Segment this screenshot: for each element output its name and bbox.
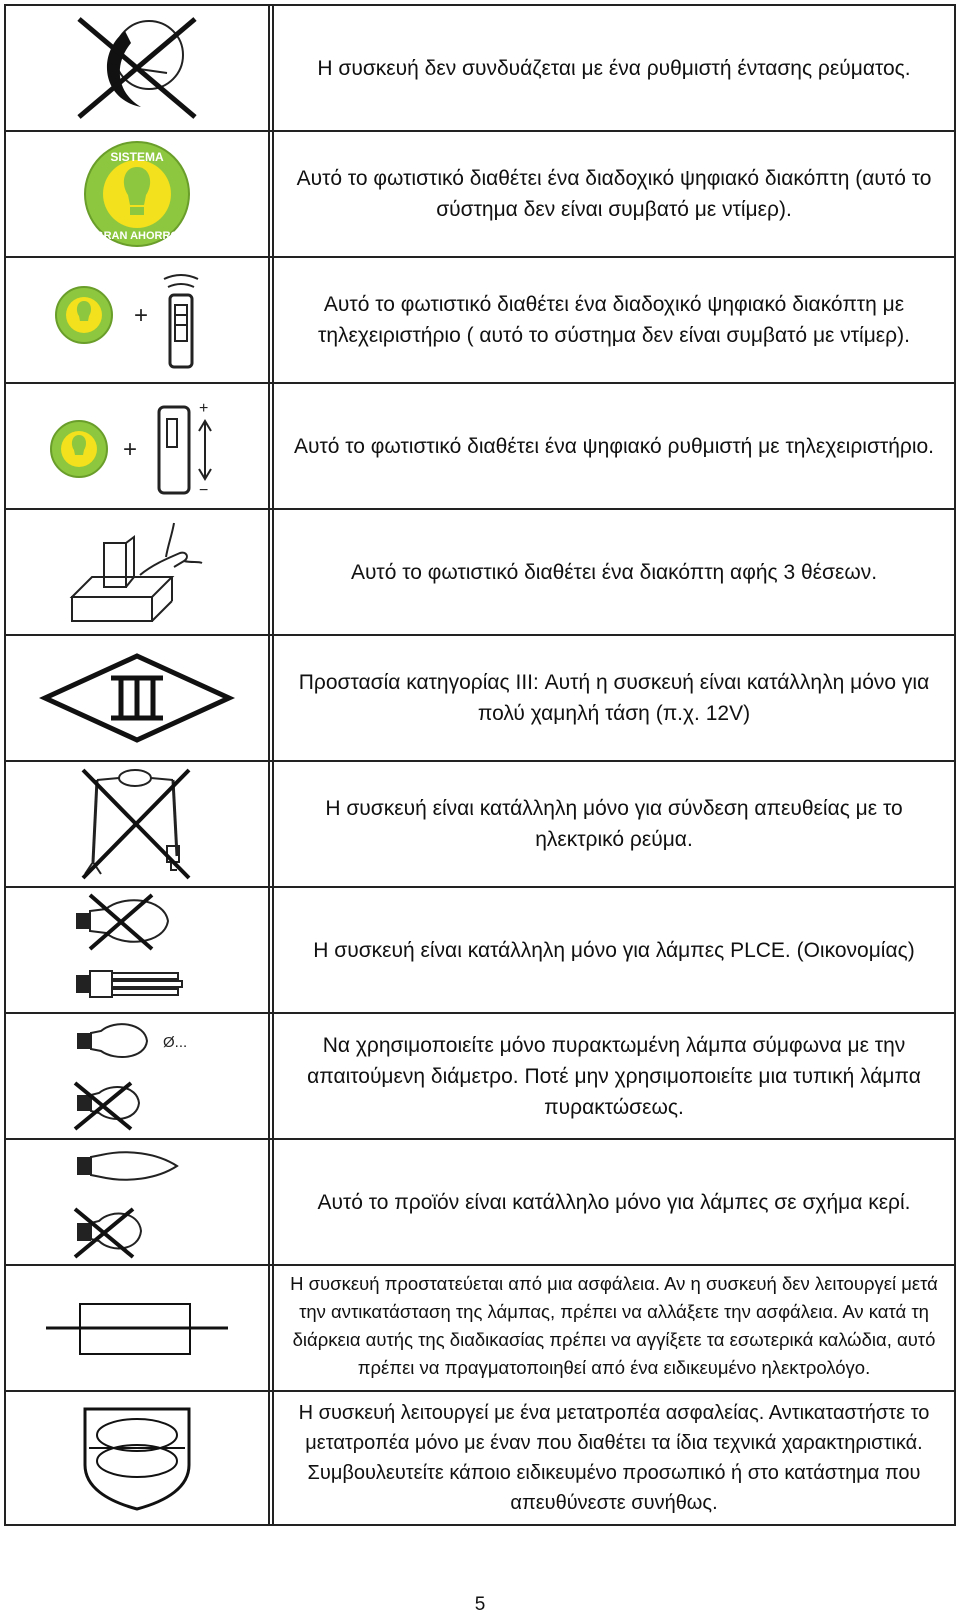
- table-row: [6, 1392, 954, 1524]
- candle-lamp-icon: [67, 1143, 207, 1261]
- heat-resistant-lamp-icon: [67, 1017, 207, 1135]
- sistema-plus-remote-icon: [52, 265, 222, 375]
- plus-sign: +: [123, 436, 138, 463]
- icon-cell: [6, 6, 274, 130]
- fuse-icon: [42, 1278, 232, 1378]
- row-text-content: Η συσκευή προστατεύεται από μια ασφάλεια. Αν η συσκευή δεν λειτουργεί μετά την αντικατάσταση της λάμπας, πρέπει να αλλάξετε την ασφάλεια. Αν κατά τη διάρκεια αυτής της διαδικασίας πρέπει να αγγίξετε τα εσωτερικά καλώδια, αυτό πρέπει να πραγματοποιηθεί από ένα ειδικευμένο ηλεκτρολόγο.: [290, 1273, 938, 1378]
- table-row: [6, 384, 954, 510]
- table-row: [6, 888, 954, 1014]
- row-text: Η συσκευή δεν συνδυάζεται με ένα ρυθμιστή έντασης ρεύματος.: [317, 56, 911, 80]
- page-number: 5: [474, 1594, 486, 1615]
- diameter-label: Ø...: [163, 1034, 188, 1051]
- no-plug-adapter-icon: [77, 766, 197, 882]
- minus-label: −: [199, 482, 209, 499]
- icon-cell: [6, 888, 274, 1012]
- icon-cell: [6, 258, 274, 382]
- row-text: Αυτό το φωτιστικό διαθέτει ένα διαδοχικό ψηφιακό διακόπτη με τηλεχειριστήριο ( αυτό το σύστημα δεν είναι συμβατό με ντίμερ).: [318, 293, 910, 347]
- table-row: [6, 510, 954, 636]
- class-iii-icon: [37, 648, 237, 748]
- table-row: [6, 1014, 954, 1140]
- table-row: [6, 762, 954, 888]
- icon-cell: [6, 762, 274, 886]
- table-row: [6, 636, 954, 762]
- icon-cell: [6, 1140, 274, 1264]
- row-text: Αυτό το προϊόν είναι κατάλληλο μόνο για λάμπες σε σχήμα κερί.: [317, 1190, 911, 1214]
- touch-switch-icon: [62, 517, 212, 627]
- plus-sign: +: [134, 302, 149, 329]
- table-row: [6, 258, 954, 384]
- row-text: Η συσκευή λειτουργεί με ένα μετατροπέα ασφαλείας. Αντικαταστήστε το μετατροπέα μόνο με έναν που διαθέτει τα ίδια τεχνικά χαρακτηριστικά. Συμβουλευτείτε κάποιο ειδικευμένο προσωπικό ή στο κατάστημα που απευθύνεστε συνήθως.: [298, 1402, 930, 1514]
- logo-top-text: SISTEMA: [110, 150, 164, 164]
- row-text: Η συσκευή είναι κατάλληλη μόνο για σύνδεση απευθείας με το ηλεκτρικό ρεύμα.: [325, 797, 903, 851]
- table-row: [6, 132, 954, 258]
- table-row: [6, 6, 954, 132]
- icon-cell: [6, 636, 274, 760]
- icon-cell: [6, 510, 274, 634]
- row-text: Αυτό το φωτιστικό διαθέτει ένα ψηφιακό ρυθμιστή με τηλεχειριστήριο.: [293, 434, 935, 458]
- row-text: Αυτό το φωτιστικό διαθέτει ένα διαδοχικό ψηφιακό διακόπτη (αυτό το σύστημα δεν είναι συμβατό με ντίμερ).: [296, 167, 932, 221]
- icon-cell: [6, 1014, 274, 1138]
- row-text: Προστασία κατηγορίας III: Αυτή η συσκευή είναι κατάλληλη μόνο για πολύ χαμηλή τάση (π.χ. 12V): [298, 671, 930, 725]
- symbols-table: [4, 4, 956, 1526]
- table-row: [6, 1266, 954, 1392]
- sistema-plus-dimmer-remote-icon: [47, 391, 227, 501]
- sistema-gran-ahorro-logo-icon: [82, 139, 192, 249]
- row-text: Η συσκευή είναι κατάλληλη μόνο για λάμπες PLCE. (Οικονομίας): [313, 938, 915, 962]
- no-dimmer-icon: [67, 13, 207, 123]
- icon-cell: [6, 1266, 274, 1390]
- icon-cell: [6, 384, 274, 508]
- icon-cell: [6, 132, 274, 256]
- table-row: [6, 1140, 954, 1266]
- safety-transformer-icon: [77, 1403, 197, 1513]
- row-text: Να χρησιμοποιείτε μόνο πυρακτωμένη λάμπα σύμφωνα με την απαιτούμενη διάμετρο. Ποτέ μην χρησιμοποιείτε μια τυπική λάμπα πυρακτώσεως.: [307, 1033, 921, 1119]
- plus-label: +: [199, 400, 209, 417]
- row-text: Αυτό το φωτιστικό διαθέτει ένα διακόπτη αφής 3 θέσεων.: [350, 560, 878, 584]
- row-text: [274, 1266, 954, 1390]
- icon-cell: [6, 1392, 274, 1524]
- logo-bottom-text: GRAN AHORRO: [95, 230, 179, 242]
- plce-lamp-icon: [72, 891, 202, 1009]
